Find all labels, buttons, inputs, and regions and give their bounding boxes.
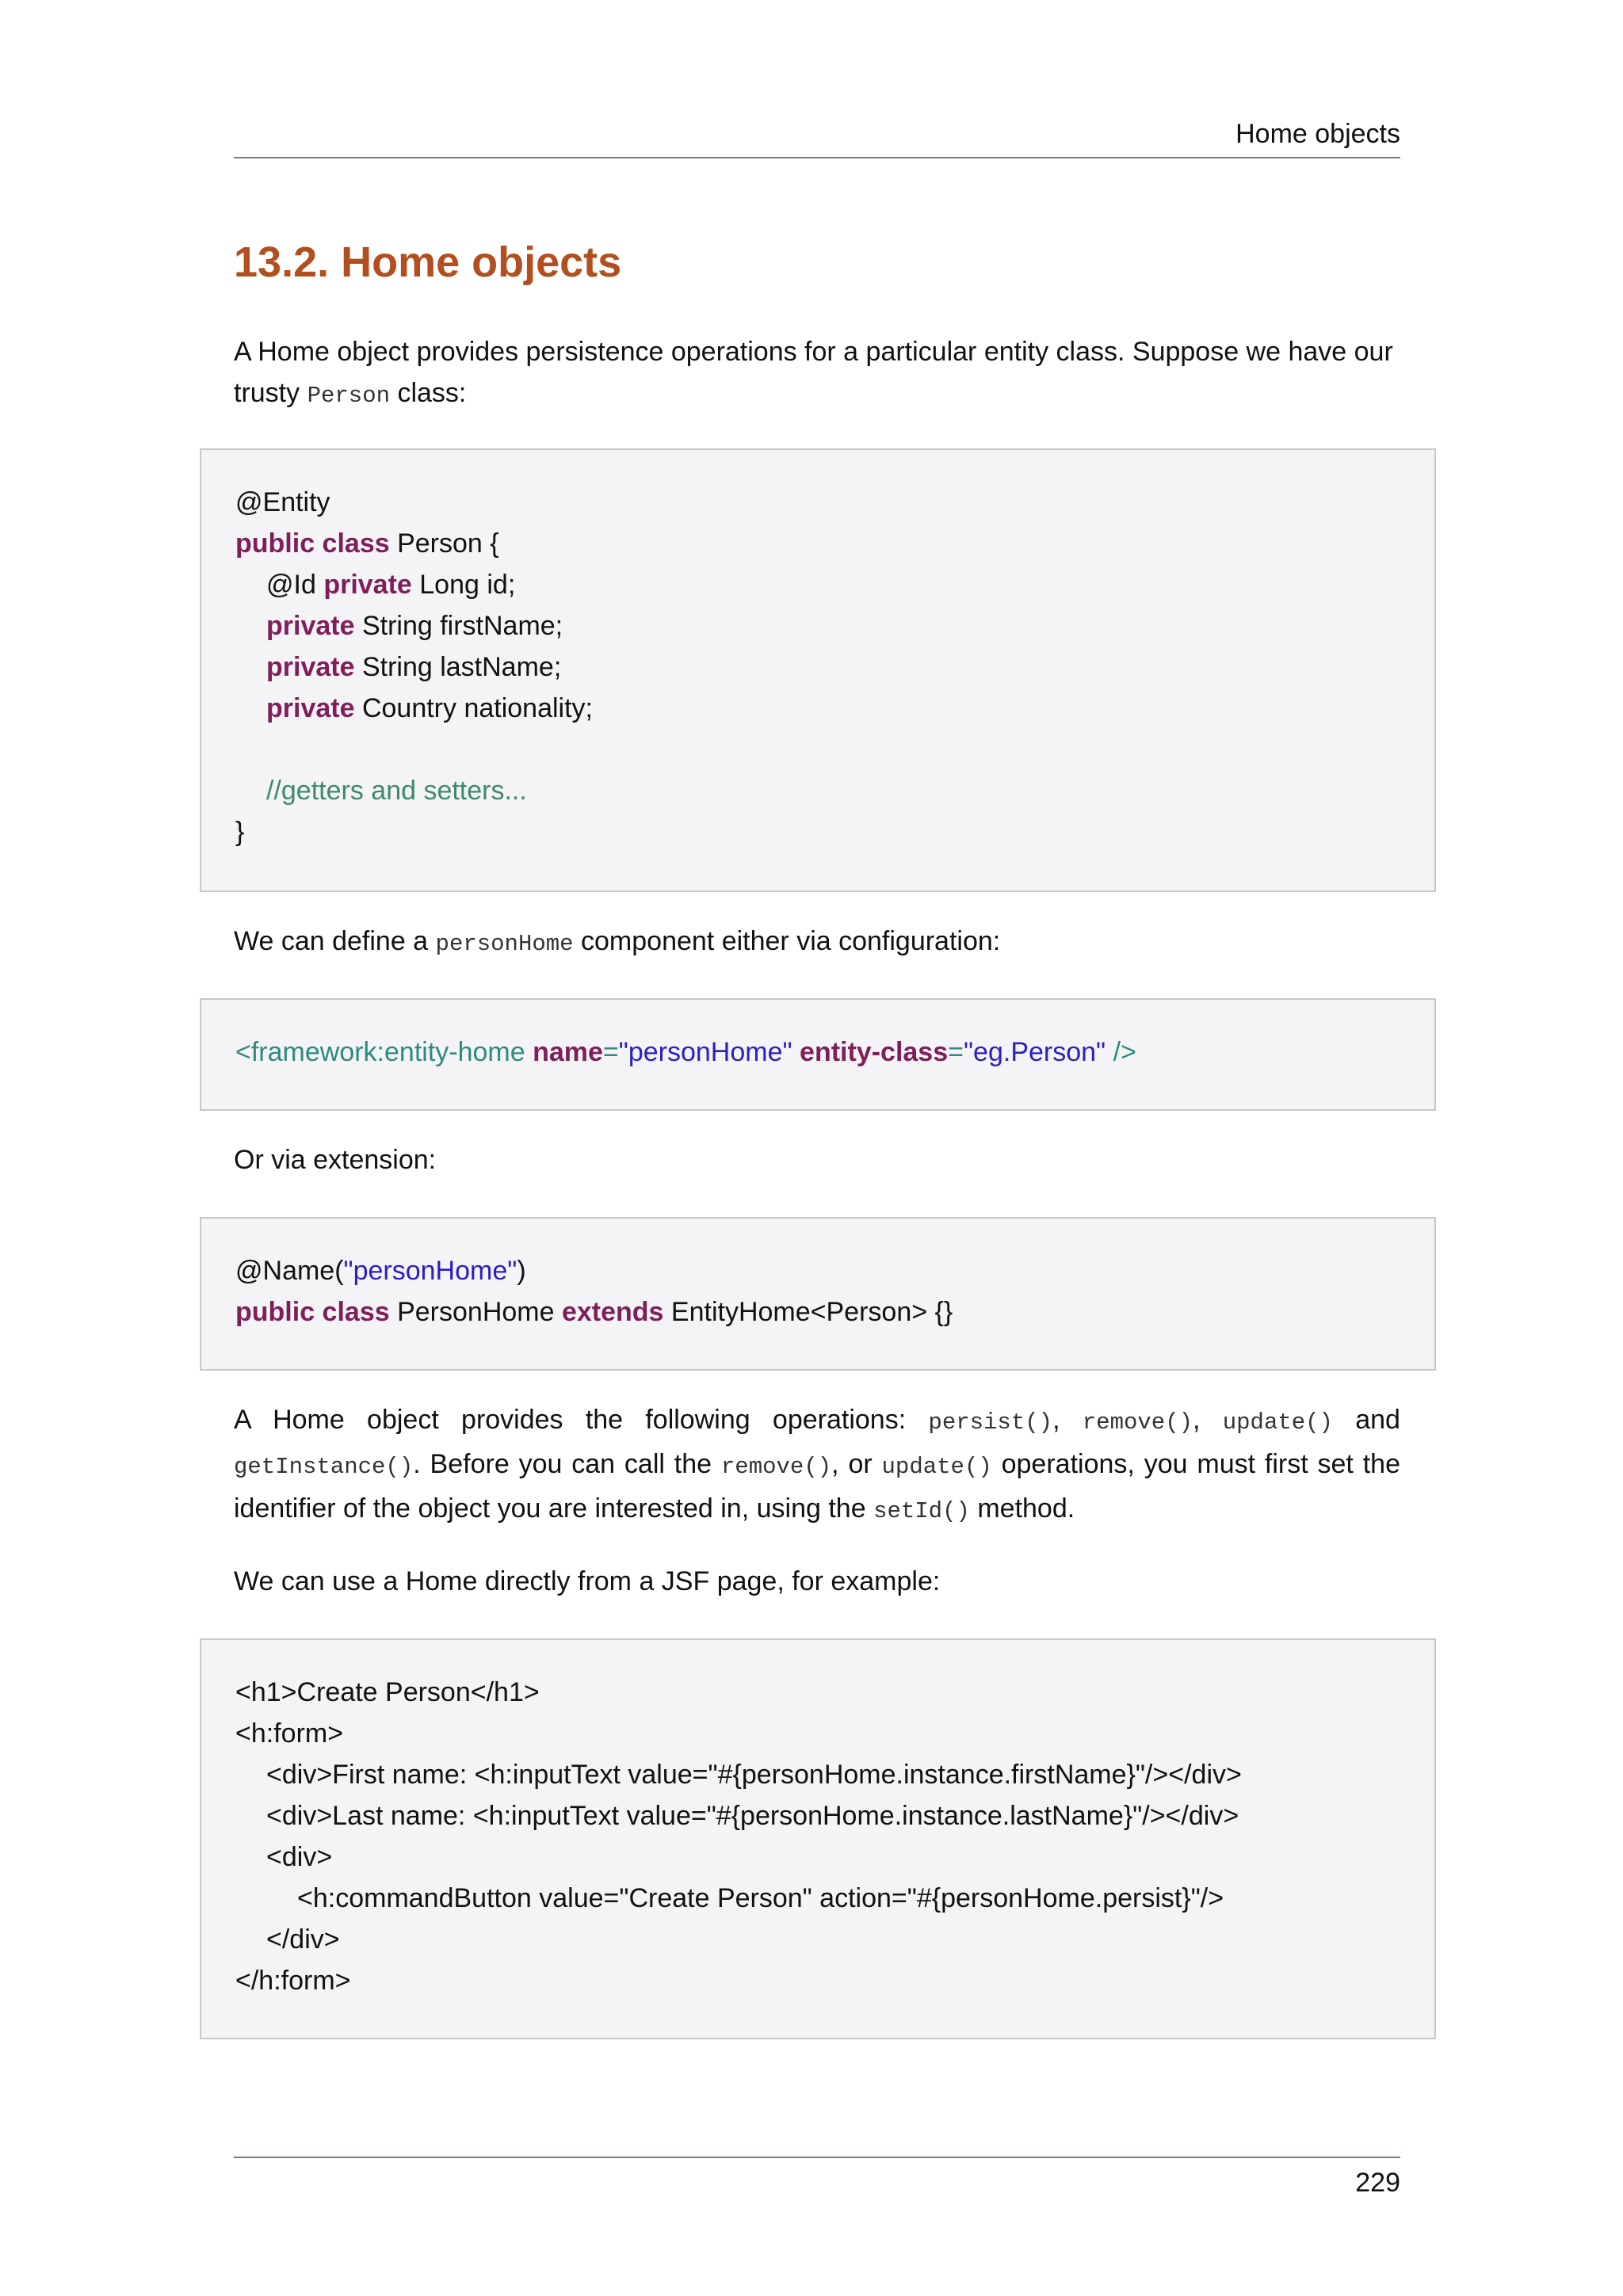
code-line bbox=[235, 1250, 1434, 1291]
annotation-entity: @Entity bbox=[235, 487, 330, 517]
keyword: private bbox=[266, 693, 355, 723]
code-line bbox=[235, 482, 1434, 523]
xml-config-code-block bbox=[200, 998, 1436, 1111]
xml-tag-open: <framework:entity-home bbox=[235, 1037, 533, 1067]
xml-space bbox=[792, 1037, 800, 1067]
class-declaration: Person { bbox=[389, 528, 499, 559]
code-line bbox=[235, 646, 1434, 688]
xml-attribute-value: "personHome" bbox=[618, 1037, 792, 1067]
operations-text: . Before you can call the bbox=[413, 1449, 721, 1479]
field-declaration: Long id; bbox=[411, 570, 516, 600]
intro-text-b: class: bbox=[390, 378, 467, 408]
update-code: update() bbox=[1222, 1409, 1333, 1436]
code-line bbox=[235, 1032, 1434, 1073]
operations-text: and bbox=[1332, 1405, 1400, 1435]
config-text-b: component either via configuration: bbox=[573, 926, 1001, 956]
xml-attribute: name bbox=[533, 1037, 603, 1067]
xml-equals: = bbox=[948, 1037, 964, 1067]
running-header bbox=[234, 117, 1400, 158]
getinstance-code: getInstance() bbox=[234, 1454, 414, 1480]
annotation-name: @Name( bbox=[235, 1256, 344, 1286]
extension-code-block bbox=[200, 1217, 1436, 1371]
keyword: public class bbox=[235, 1297, 390, 1327]
code-line bbox=[235, 523, 1434, 564]
code-line: <div> bbox=[266, 1842, 333, 1872]
update-code: update() bbox=[881, 1454, 992, 1480]
keyword: public class bbox=[235, 528, 390, 559]
superclass: EntityHome<Person> {} bbox=[663, 1297, 953, 1327]
person-class-code: Person bbox=[307, 383, 390, 409]
person-entity-code-block bbox=[200, 448, 1436, 892]
operations-text: operations, you must first set the identifier of the object you are interested in, using the bbox=[234, 1449, 1400, 1524]
annotation-close: ) bbox=[517, 1256, 526, 1286]
code-line: <div>Last name: <h:inputText value="#{personHome.instance.lastName}"/></div> bbox=[266, 1801, 1239, 1831]
xml-attribute-value: "eg.Person" bbox=[963, 1037, 1106, 1067]
closing-brace: } bbox=[235, 817, 245, 847]
class-name: PersonHome bbox=[389, 1297, 562, 1327]
remove-code: remove() bbox=[720, 1454, 832, 1480]
code-blank-line bbox=[235, 729, 1434, 770]
operations-text: , or bbox=[831, 1449, 882, 1479]
xml-tag-close: /> bbox=[1106, 1037, 1136, 1067]
operations-text: , bbox=[1193, 1405, 1223, 1435]
persist-code: persist() bbox=[928, 1409, 1053, 1436]
operations-text: A Home object provides the following operations: bbox=[234, 1405, 929, 1435]
running-header-title: Home objects bbox=[1235, 119, 1400, 149]
keyword: private bbox=[323, 570, 412, 600]
field-declaration: String firstName; bbox=[354, 611, 563, 641]
remove-code: remove() bbox=[1082, 1409, 1193, 1436]
string-literal: "personHome" bbox=[343, 1256, 517, 1286]
code-line: <h:form> bbox=[235, 1718, 344, 1749]
extension-paragraph: Or via extension: bbox=[234, 1145, 437, 1175]
operations-text: , bbox=[1052, 1405, 1083, 1435]
code-line bbox=[235, 1291, 1434, 1333]
code-line: <div>First name: <h:inputText value="#{personHome.instance.firstName}"/></div> bbox=[266, 1760, 1242, 1790]
page-number: 229 bbox=[1355, 2168, 1400, 2198]
running-footer bbox=[234, 2157, 1400, 2198]
jsf-paragraph: We can use a Home directly from a JSF page, for example: bbox=[234, 1566, 941, 1596]
config-text-a: We can define a bbox=[234, 926, 436, 956]
keyword: private bbox=[266, 652, 355, 682]
annotation-id: @Id bbox=[266, 570, 324, 600]
jsf-code-block bbox=[200, 1638, 1436, 2039]
section-title: 13.2. Home objects bbox=[234, 238, 622, 286]
code-line: <h1>Create Person</h1> bbox=[235, 1677, 540, 1707]
code-line bbox=[235, 605, 1434, 646]
operations-paragraph bbox=[234, 1399, 1400, 1532]
keyword: extends bbox=[561, 1297, 664, 1327]
intro-text-a: A Home object provides persistence operations for a particular entity class. Suppose we have our trusty bbox=[234, 337, 1393, 408]
operations-text: method. bbox=[969, 1493, 1075, 1524]
config-paragraph bbox=[234, 921, 1400, 965]
xml-equals: = bbox=[602, 1037, 619, 1067]
code-line bbox=[235, 770, 1434, 811]
field-declaration: String lastName; bbox=[354, 652, 562, 682]
xml-attribute: entity-class bbox=[800, 1037, 949, 1067]
code-line bbox=[235, 811, 1434, 852]
intro-paragraph bbox=[234, 331, 1400, 417]
code-line bbox=[235, 564, 1434, 605]
keyword: private bbox=[266, 611, 355, 641]
code-comment: //getters and setters... bbox=[266, 776, 527, 806]
personhome-code: personHome bbox=[435, 931, 574, 957]
code-line: <h:commandButton value="Create Person" action="#{personHome.persist}"/> bbox=[297, 1883, 1224, 1913]
setid-code: setId() bbox=[873, 1498, 970, 1524]
field-declaration: Country nationality; bbox=[354, 693, 593, 723]
code-line bbox=[235, 688, 1434, 729]
code-line: </h:form> bbox=[235, 1966, 351, 1996]
code-line: </div> bbox=[266, 1924, 340, 1955]
